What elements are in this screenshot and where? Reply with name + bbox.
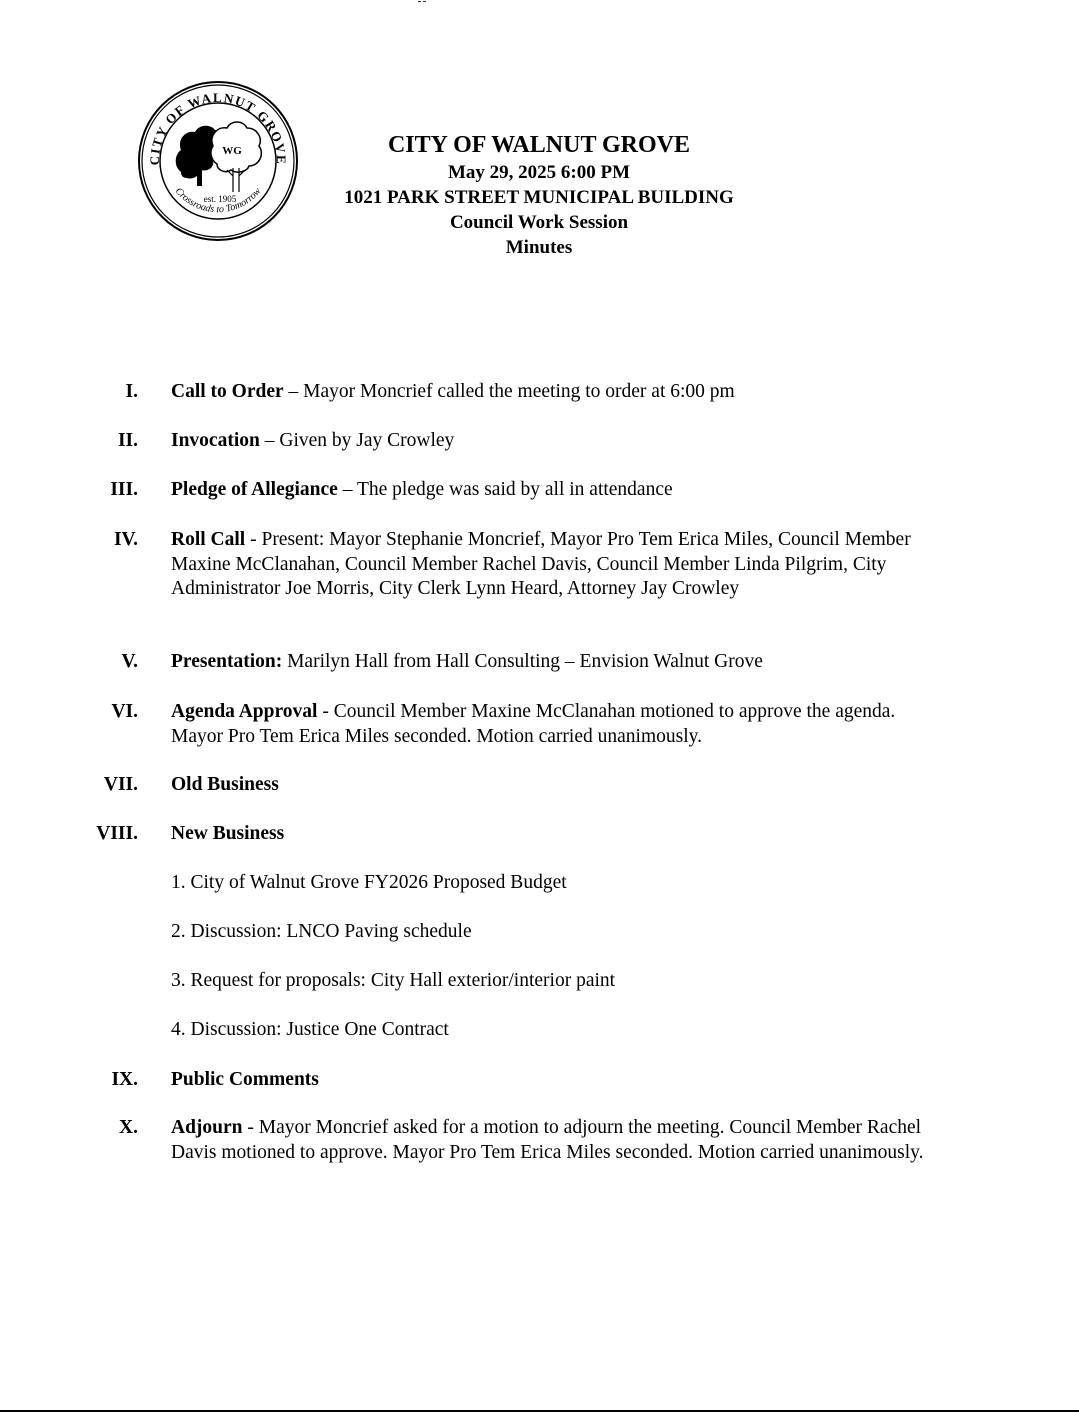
section-title: Invocation — [171, 430, 260, 451]
section-separator: – — [337, 479, 357, 500]
section-text: Marilyn Hall from Hall Consulting – Envision Walnut Grove — [287, 651, 763, 672]
section-separator: – — [283, 381, 304, 402]
meeting-location: 1021 PARK STREET MUNICIPAL BUILDING — [344, 187, 734, 208]
page-bottom-edge — [0, 1410, 1079, 1412]
section-number: V. — [121, 651, 138, 672]
scan-mark — [418, 1, 426, 4]
section-separator: - — [317, 701, 334, 722]
section-number: II. — [117, 430, 138, 451]
section-number: IV. — [113, 529, 138, 550]
new-business-item: 2. Discussion: LNCO Paving schedule — [171, 921, 472, 942]
seal-motto: Crossroads to Tomorrow — [172, 185, 264, 216]
section-title: Public Comments — [171, 1069, 319, 1090]
section-title: Call to Order — [171, 381, 284, 402]
section-number: IX. — [111, 1069, 138, 1090]
section-title: Adjourn — [171, 1117, 243, 1138]
seal-established: est. 1905 — [203, 194, 237, 204]
section-text: Present: Mayor Stephanie Moncrief, Mayor Pro Tem Erica Miles, Council Member Maxine McClanahan, Council Member Rachel Davis, Council Member Linda Pilgrim, City Administrator Joe Morris, City Clerk Lynn Heard, Attorney Jay Crowley — [171, 529, 911, 599]
seal-monogram: WG — [222, 145, 242, 157]
section-number: I. — [125, 381, 138, 402]
section-separator: – — [259, 430, 280, 451]
section-title: Old Business — [171, 774, 279, 795]
section-text: Council Member Maxine McClanahan motioned to approve the agenda. Mayor Pro Tem Erica Miles seconded. Motion carried unanimously. — [171, 701, 896, 747]
city-name: CITY OF WALNUT GROVE — [387, 132, 691, 158]
document-header — [300, 130, 778, 260]
section-separator: - — [245, 529, 262, 550]
city-seal — [137, 80, 299, 242]
section-text: Mayor Moncrief asked for a motion to adjourn the meeting. Council Member Rachel Davis motioned to approve. Mayor Pro Tem Erica Miles seconded. Motion carried unanimously. — [171, 1117, 924, 1163]
section-number: VI. — [111, 701, 138, 722]
new-business-item: 1. City of Walnut Grove FY2026 Proposed Budget — [171, 872, 567, 893]
section-text: The pledge was said by all in attendance — [356, 479, 673, 500]
section-title: Presentation: — [171, 651, 283, 672]
section-number: III. — [110, 479, 138, 500]
section-number: X. — [119, 1117, 138, 1138]
section-title: Roll Call — [171, 529, 246, 550]
section-title: Agenda Approval — [171, 701, 318, 722]
section-title: Pledge of Allegiance — [171, 479, 338, 500]
document-type: Minutes — [505, 237, 573, 258]
meeting-type: Council Work Session — [449, 212, 629, 233]
new-business-item: 3. Request for proposals: City Hall exterior/interior paint — [171, 970, 616, 991]
section-title: New Business — [171, 823, 285, 844]
seal-ring-text: CITY OF WALNUT GROVE — [146, 89, 290, 166]
new-business-item: 4. Discussion: Justice One Contract — [171, 1019, 449, 1040]
section-number: VII. — [103, 774, 138, 795]
section-text: Mayor Moncrief called the meeting to order at 6:00 pm — [303, 381, 735, 402]
city-seal-icon — [137, 80, 299, 242]
section-number: VIII. — [96, 823, 138, 844]
section-text: Given by Jay Crowley — [279, 430, 455, 451]
section-separator: - — [242, 1117, 259, 1138]
meeting-datetime: May 29, 2025 6:00 PM — [447, 162, 631, 183]
